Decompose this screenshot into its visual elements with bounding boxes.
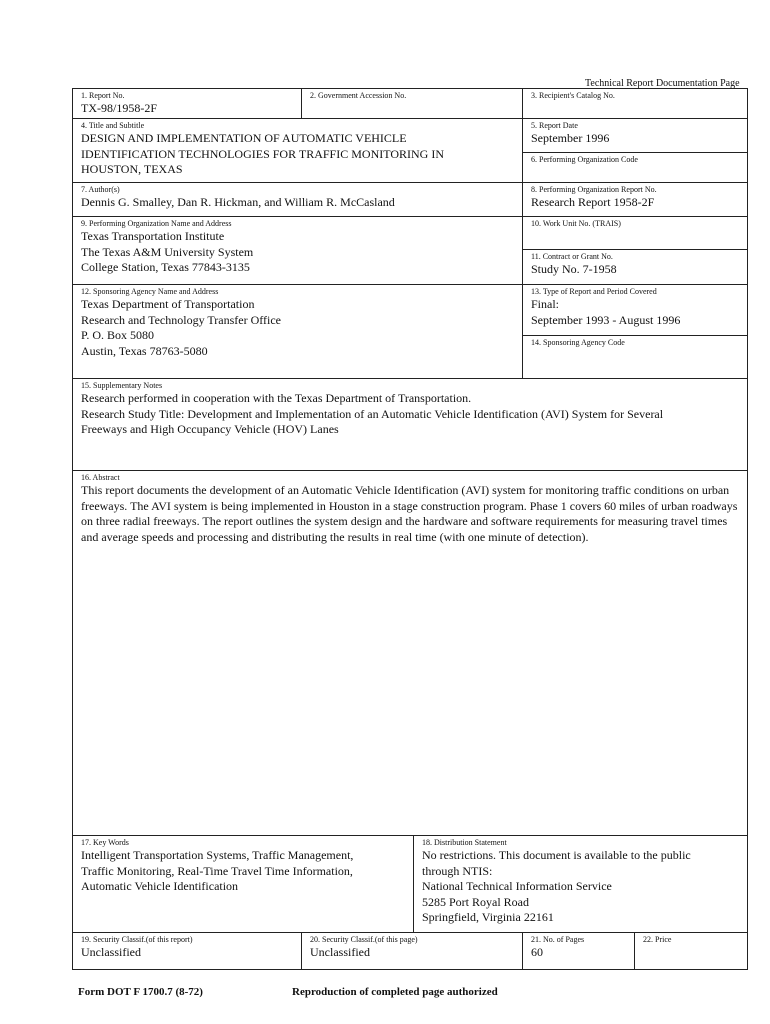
field-value: Texas Department of Transportation Research and Technology Transfer Office P. O. Box 5080 Austin, Texas 78763-5080	[81, 297, 281, 358]
field-abstract	[73, 471, 747, 835]
field-label: 1. Report No.	[81, 91, 125, 100]
form-id: Form DOT F 1700.7 (8-72)	[78, 986, 203, 998]
field-group-type-agency	[522, 285, 747, 378]
field-label: 2. Government Accession No.	[310, 91, 407, 100]
field-supplementary	[73, 379, 747, 470]
field-price	[634, 933, 747, 969]
form-row-3	[73, 182, 747, 216]
field-label: 20. Security Classif.(of this page)	[310, 935, 418, 944]
field-report-no	[73, 89, 301, 118]
field-value: TX-98/1958-2F	[81, 101, 157, 115]
field-label: 12. Sponsoring Agency Name and Address	[81, 287, 219, 296]
field-gov-accession	[301, 89, 522, 118]
field-key-words	[73, 836, 413, 932]
field-report-type	[523, 285, 747, 335]
form-row-7	[73, 470, 747, 835]
form-row-4	[73, 216, 747, 284]
field-value: DESIGN AND IMPLEMENTATION OF AUTOMATIC VEHICLE IDENTIFICATION TECHNOLOGIES FOR TRAFFIC MONITORING IN HOUSTON, TEXAS	[81, 131, 445, 176]
field-label: 11. Contract or Grant No.	[531, 252, 613, 261]
field-pages	[522, 933, 634, 969]
field-org-code	[523, 152, 747, 182]
field-label: 15. Supplementary Notes	[81, 381, 163, 390]
field-value: This report documents the development of an Automatic Vehicle Identification (AVI) system for monitoring traffic conditions on urban freeways. The AVI system is being implemented in Houston in a stage construction program. Phase 1 covers 60 miles of urban roadways on three radial freeways. The report outlines the system design and the hardware and software requirements for measuring travel times and average speeds and processing and distributing the results in real time (with one minute of detection).	[81, 483, 738, 544]
field-work-unit	[523, 217, 747, 249]
field-group-work-contract	[522, 217, 747, 284]
field-label: 18. Distribution Statement	[422, 838, 507, 847]
documentation-form	[72, 88, 748, 970]
field-label: 6. Performing Organization Code	[531, 155, 638, 164]
field-value: Study No. 7-1958	[531, 262, 617, 276]
field-value: Dennis G. Smalley, Dan R. Hickman, and William R. McCasland	[81, 195, 395, 209]
field-distribution	[413, 836, 747, 932]
field-label: 14. Sponsoring Agency Code	[531, 338, 625, 347]
form-row-2	[73, 118, 747, 182]
field-value: Texas Transportation Institute The Texas A&M University System College Station, Texas 77843-3135	[81, 229, 254, 274]
field-value: Unclassified	[81, 945, 141, 959]
field-value: Unclassified	[310, 945, 370, 959]
field-value: Final: September 1993 - August 1996	[531, 297, 681, 327]
field-label: 8. Performing Organization Report No.	[531, 185, 657, 194]
field-sponsor-code	[523, 335, 747, 378]
field-label: 13. Type of Report and Period Covered	[531, 287, 657, 296]
field-value: Research performed in cooperation with the Texas Department of Transportation. Research Study Title: Development and Implementation of an Automatic Vehicle Identification (AVI) System for Several Freeways and High Occupancy Vehicle (HOV) Lanes	[81, 391, 664, 436]
field-report-date	[523, 119, 747, 152]
form-row-6	[73, 378, 747, 470]
field-label: 7. Author(s)	[81, 185, 120, 194]
form-row-5	[73, 284, 747, 378]
field-group-date-code	[522, 119, 747, 182]
field-value: No restrictions. This document is available to the public through NTIS: National Technical Information Service 5285 Port Royal Road Springfield, Virginia 22161	[422, 848, 691, 924]
field-label: 3. Recipient's Catalog No.	[531, 91, 615, 100]
field-org-report-no	[522, 183, 747, 216]
field-label: 5. Report Date	[531, 121, 578, 130]
field-title	[73, 119, 522, 182]
field-contract	[523, 249, 747, 284]
field-catalog-no	[522, 89, 747, 118]
field-label: 16. Abstract	[81, 473, 120, 482]
field-value: Intelligent Transportation Systems, Traffic Management, Traffic Monitoring, Real-Time Travel Time Information, Automatic Vehicle Identification	[81, 848, 354, 893]
field-label: 17. Key Words	[81, 838, 129, 847]
field-security-report	[73, 933, 301, 969]
field-security-page	[301, 933, 522, 969]
field-sponsor	[73, 285, 522, 378]
field-label: 4. Title and Subtitle	[81, 121, 145, 130]
field-value: 60	[531, 945, 543, 959]
page-header-note: Technical Report Documentation Page	[585, 78, 740, 89]
field-label: 21. No. of Pages	[531, 935, 585, 944]
form-row-1	[73, 89, 747, 118]
field-label: 10. Work Unit No. (TRAIS)	[531, 219, 621, 228]
field-value: Research Report 1958-2F	[531, 195, 655, 209]
field-authors	[73, 183, 522, 216]
form-row-8	[73, 835, 747, 932]
form-row-9	[73, 932, 747, 969]
field-label: 9. Performing Organization Name and Address	[81, 219, 232, 228]
field-label: 19. Security Classif.(of this report)	[81, 935, 193, 944]
field-label: 22. Price	[643, 935, 672, 944]
reproduction-note: Reproduction of completed page authorized	[292, 986, 498, 998]
field-value: September 1996	[531, 131, 610, 145]
field-org-name	[73, 217, 522, 284]
